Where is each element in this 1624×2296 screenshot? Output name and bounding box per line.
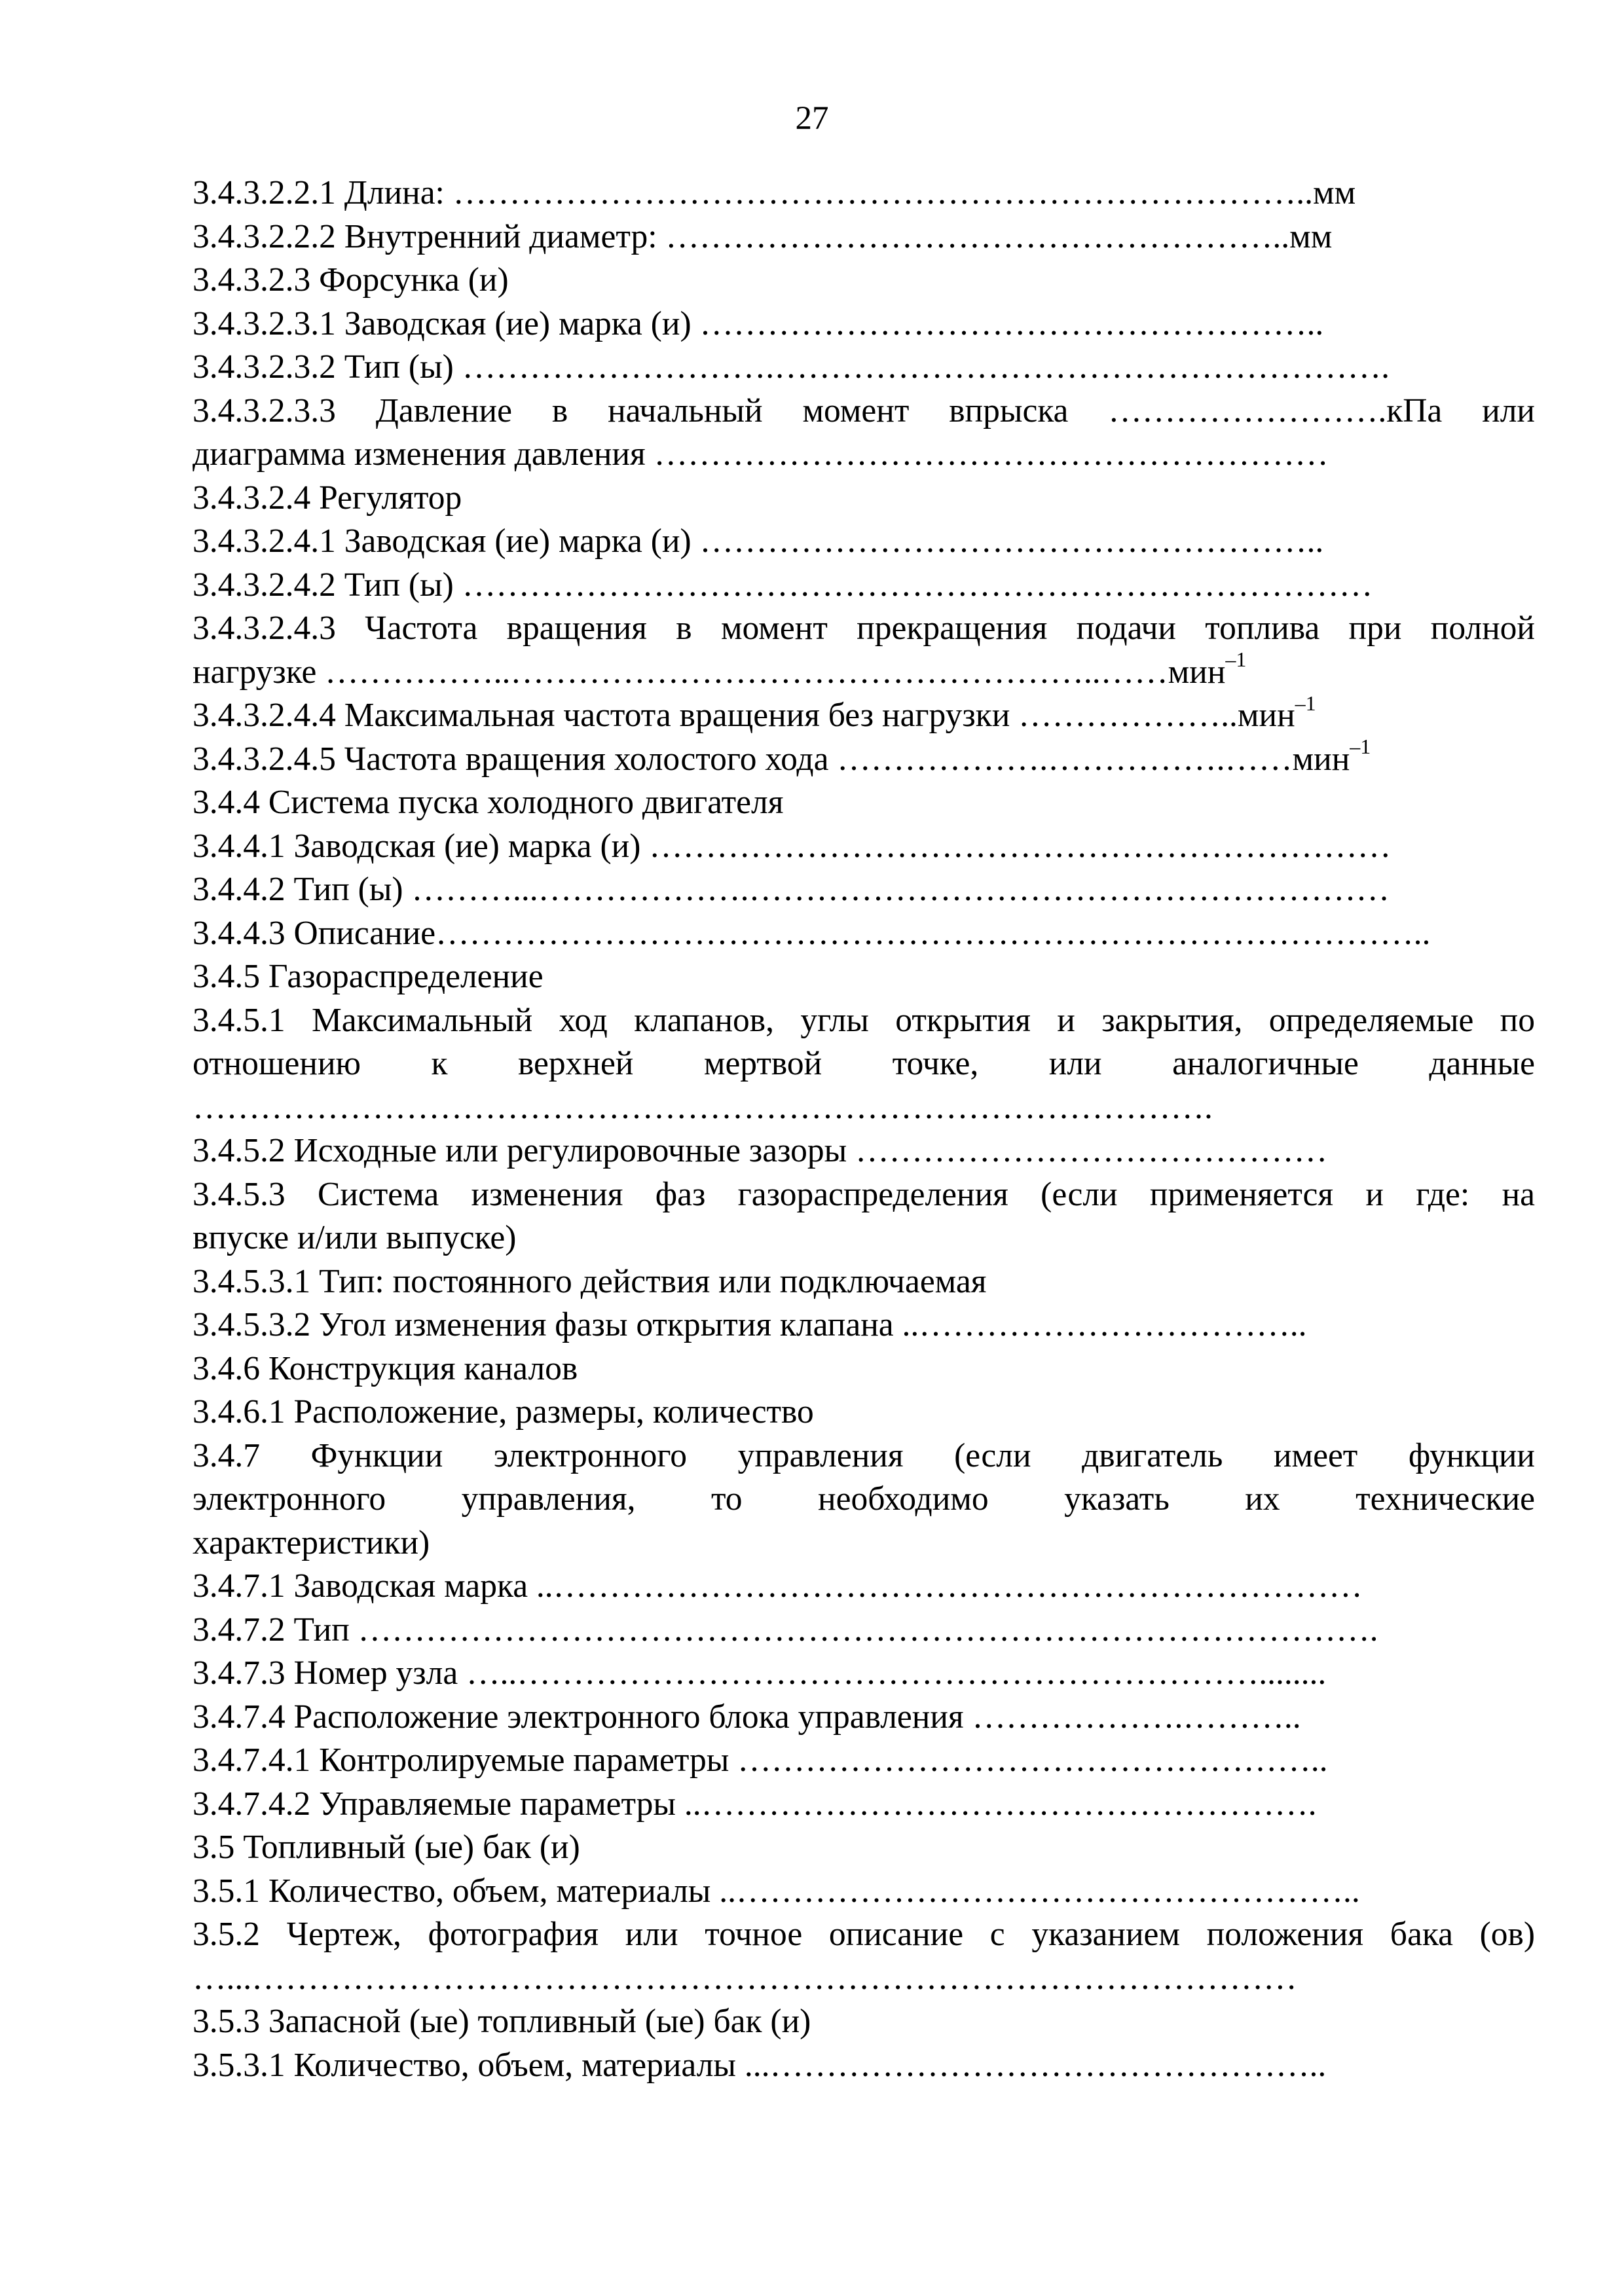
text-line: 3.4.3.2.4 Регулятор	[193, 479, 462, 517]
text-line: …...…………………………………………………………………………………	[193, 1959, 1297, 1997]
text-line: 3.4.5.3 Система изменения фаз газораспределения (если применяется и где: на	[193, 1175, 1535, 1213]
text-line: 3.4.3.2.3 Форсунка (и)	[193, 261, 509, 299]
text-line: 3.4.3.2.4.2 Тип (ы) ………………………………………………………………………	[193, 566, 1373, 604]
text-line: 3.4.5.3.1 Тип: постоянного действия или подключаемая	[193, 1262, 987, 1300]
text-line: 3.5.1 Количество, объем, материалы ..………………………………………………..	[193, 1872, 1360, 1910]
text-line: 3.4.7.1 Заводская марка ..………………………………………………………………	[193, 1567, 1363, 1605]
text-line: 3.4.3.2.4.1 Заводская (ие) марка (и) ………………………………………………..	[193, 522, 1324, 560]
text-line: 3.4.3.2.4.3 Частота вращения в момент прекращения подачи топлива при полной	[193, 610, 1535, 647]
text-line: 3.4.7.4 Расположение электронного блока управления ……………….………..	[193, 1698, 1301, 1736]
superscript: –1	[1225, 650, 1247, 672]
text-line: отношению к верхней мертвой точке, или аналогичные данные	[193, 1045, 1535, 1082]
text-line: 3.5.3 Запасной (ые) топливный (ые) бак (и)	[193, 2003, 811, 2040]
superscript: –1	[1350, 737, 1371, 759]
text-line: 3.4.4.2 Тип (ы) ………...……………….…………………………………………………	[193, 871, 1390, 908]
text-line: 3.4.5.1 Максимальный ход клапанов, углы открытия и закрытия, определяемые по	[193, 1001, 1535, 1039]
text-line: 3.4.5.3.2 Угол изменения фазы открытия клапана ..……………………………..	[193, 1306, 1307, 1343]
text-line: 3.4.3.2.3.2 Тип (ы) ……………………….……………………………………………….	[193, 348, 1390, 386]
text-line: 3.4.3.2.2.2 Внутренний диаметр: ………………………………………………..мм	[193, 217, 1333, 255]
text-line: впуске и/или выпуске)	[193, 1219, 517, 1256]
text-line: 3.4.5.2 Исходные или регулировочные зазоры ……………………………………	[193, 1132, 1328, 1169]
page-content	[193, 172, 1535, 2087]
text-line: 3.4.7.3 Номер узла …..…………………………………………………………........	[193, 1654, 1327, 1692]
text-line: диаграмма изменения давления ……………………………………………………	[193, 435, 1329, 473]
text-line: электронного управления, то необходимо указать их технические	[193, 1480, 1535, 1518]
text-line: 3.4.4 Система пуска холодного двигателя	[193, 784, 784, 821]
text-line: 3.4.3.2.3.3 Давление в начальный момент впрыска …………………….кПа или	[193, 392, 1535, 429]
text-line: 3.4.7.4.1 Контролируемые параметры ……………………………………………..	[193, 1741, 1328, 1779]
text-line: 3.4.4.3 Описание……………………………………………………………………………..	[193, 914, 1431, 952]
superscript: –1	[1295, 694, 1316, 715]
text-line: 3.4.4.1 Заводская (ие) марка (и) …………………………………………………………	[193, 827, 1392, 865]
text-line: характеристики)	[193, 1523, 430, 1561]
text-line: 3.4.7.4.2 Управляемые параметры ..……………………………………………….	[193, 1785, 1317, 1823]
text-line: 3.5 Топливный (ые) бак (и)	[193, 1829, 580, 1866]
page-number: 27	[795, 100, 829, 137]
text-line: 3.4.6.1 Расположение, размеры, количество	[193, 1393, 814, 1430]
text-line: 3.4.7 Функции электронного управления (если двигатель имеет функции	[193, 1436, 1535, 1474]
text-line: 3.5.3.1 Количество, объем, материалы ...…………………………………………..	[193, 2046, 1327, 2084]
text-line: 3.4.3.2.2.1 Длина: …………………………………………………………………..мм	[193, 174, 1356, 211]
text-line: 3.4.6 Конструкция каналов	[193, 1349, 578, 1387]
text-line: 3.4.7.2 Тип ……………………………………………………………………………….	[193, 1611, 1378, 1649]
text-line: ……………………………………………………………………………….	[193, 1088, 1213, 1126]
text-line-with-unit: 3.4.3.2.4.4 Максимальная частота вращения без нагрузки ………………..мин$^{-1}$	[193, 694, 1535, 738]
text-line: 3.5.2 Чертеж, фотография или точное описание с указанием положения бака (ов)	[193, 1916, 1535, 1953]
text-line: 3.4.3.2.3.1 Заводская (ие) марка (и) ………………………………………………..	[193, 304, 1324, 342]
text-line: 3.4.5 Газораспределение	[193, 958, 544, 995]
text-line-with-unit: 3.4.3.2.4.5 Частота вращения холостого хода ……………….…………….……мин$^{-1}$	[193, 738, 1535, 782]
text-line-with-unit: нагрузке ……………..……………………………………………..……мин$^{-1}$	[193, 651, 1535, 695]
